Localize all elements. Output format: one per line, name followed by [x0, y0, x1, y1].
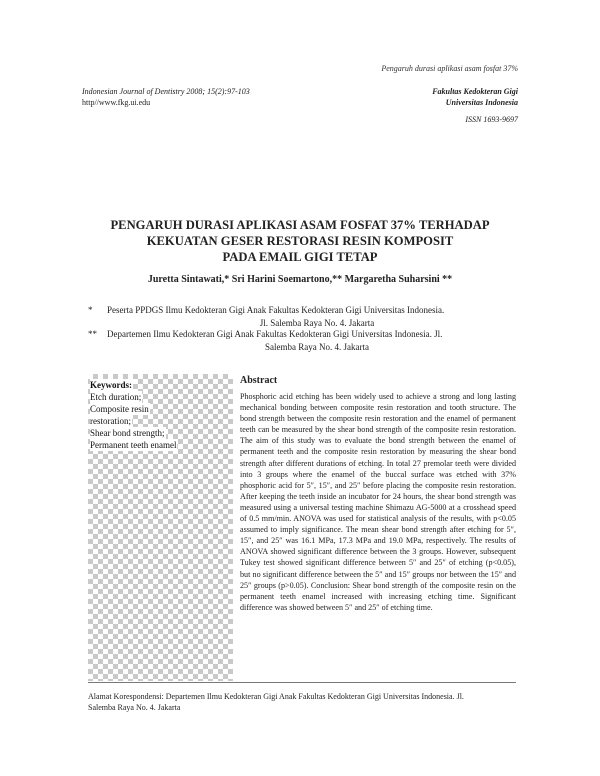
faculty-name: Fakultas Kedokteran Gigi — [432, 87, 518, 96]
title-line-1: PENGARUH DURASI APLIKASI ASAM FOSFAT 37% TERHADAP — [110, 218, 490, 232]
affiliation-2-mark: ** — [88, 329, 97, 339]
keyword-line-5: Permanent teeth enamel — [90, 440, 177, 450]
running-title: Pengaruh durasi aplikasi asam fosfat 37% — [381, 64, 518, 73]
keywords-heading: Keywords: — [90, 380, 132, 390]
author-list: Juretta Sintawati,* Sri Harini Soemartono,** Margaretha Suharsini ** — [147, 274, 453, 285]
affiliation-1-mark: * — [88, 305, 93, 315]
correspondence-footnote — [88, 691, 518, 713]
university-name: Universitas Indonesia — [445, 98, 518, 107]
affiliation-1-line-2: Jl. Salemba Raya No. 4. Jakarta — [259, 318, 375, 328]
affiliation-2-line-1: Departemen Ilmu Kedokteran Gigi Anak Fakultas Kedokteran Gigi Universitas Indonesia. Jl. — [107, 329, 443, 339]
footnote-divider — [88, 682, 516, 683]
title-line-2: KEKUATAN GESER RESTORASI RESIN KOMPOSIT — [146, 234, 454, 248]
footnote-line-1: Alamat Korespondensi: Departemen Ilmu Kedokteran Gigi Anak Fakultas Kedokteran Gigi Universitas Indonesia. Jl. — [88, 692, 464, 701]
abstract-heading: Abstract — [240, 375, 278, 386]
keyword-line-1: Etch duration; — [90, 392, 142, 402]
issn: ISSN 1693-9697 — [465, 115, 518, 124]
keyword-line-4: Shear bond strength; — [90, 428, 165, 438]
institution-info — [432, 86, 518, 108]
journal-citation: Indonesian Journal of Dentistry 2008; 15(2):97-103 — [82, 87, 250, 96]
affiliation-1-line-1: Peserta PPDGS Ilmu Kedokteran Gigi Anak Fakultas Kedokteran Gigi Universitas Indonesia. — [107, 305, 445, 315]
affiliation-2-line-2: Salemba Raya No. 4. Jakarta — [265, 342, 369, 352]
abstract-text: Phosphoric acid etching has been widely used to achieve a strong and long lasting mechanical bonding between composite resin restoration and tooth structure. The bond strength between the composite resin restoration and the enamel of permanent teeth can be measured by the shear bond strength of the composite resin restoration. The aim of this study was to evaluate the bond strength between the enamel of permanent teeth and the composite resin restoration by measuring the shear bond strength after different durations of etching. In total 27 premolar teeth were divided into 3 groups where the enamel of the buccal surface was etched with 37% phosphoric acid for 5″, 15″, and 25″ before placing the composite resin restoration. After keeping the teeth inside an incubator for 24 hours, the shear bond strength was measured using a universal testing machine Shimazu AG-5000 at a crosshead speed of 0.5 mm/min. ANOVA was used for statistical analysis of the results, with p<0.05 assumed to imply significance. The mean shear bond strength after etching for 5″, 15″, and 25″ was 16.1 MPa, 17.3 MPa and 19.0 MPa, respectively. The results of ANOVA showed significant difference between the 3 groups. However, subsequent Tukey test showed significant difference between 5″ and 25″ of etching (p<0.05), but no significant difference between the 5″ and 15″ groups nor between the 15″ and 25″ groups (p>0.05). Conclusion: Shear bond strength of the composite resin on the permanent teeth enamel increased with increasing etching time. Significant difference was showed between 5″ and 25″ of etching time. — [240, 392, 516, 612]
paper-title — [60, 217, 540, 265]
journal-info — [82, 86, 250, 108]
journal-url[interactable]: http//www.fkg.ui.edu — [82, 98, 151, 107]
keyword-line-3: restoration; — [90, 416, 131, 426]
footnote-line-2: Salemba Raya No. 4. Jakarta — [88, 703, 181, 712]
title-line-3: PADA EMAIL GIGI TETAP — [222, 250, 378, 264]
keyword-line-2: Composite resin — [90, 404, 149, 414]
